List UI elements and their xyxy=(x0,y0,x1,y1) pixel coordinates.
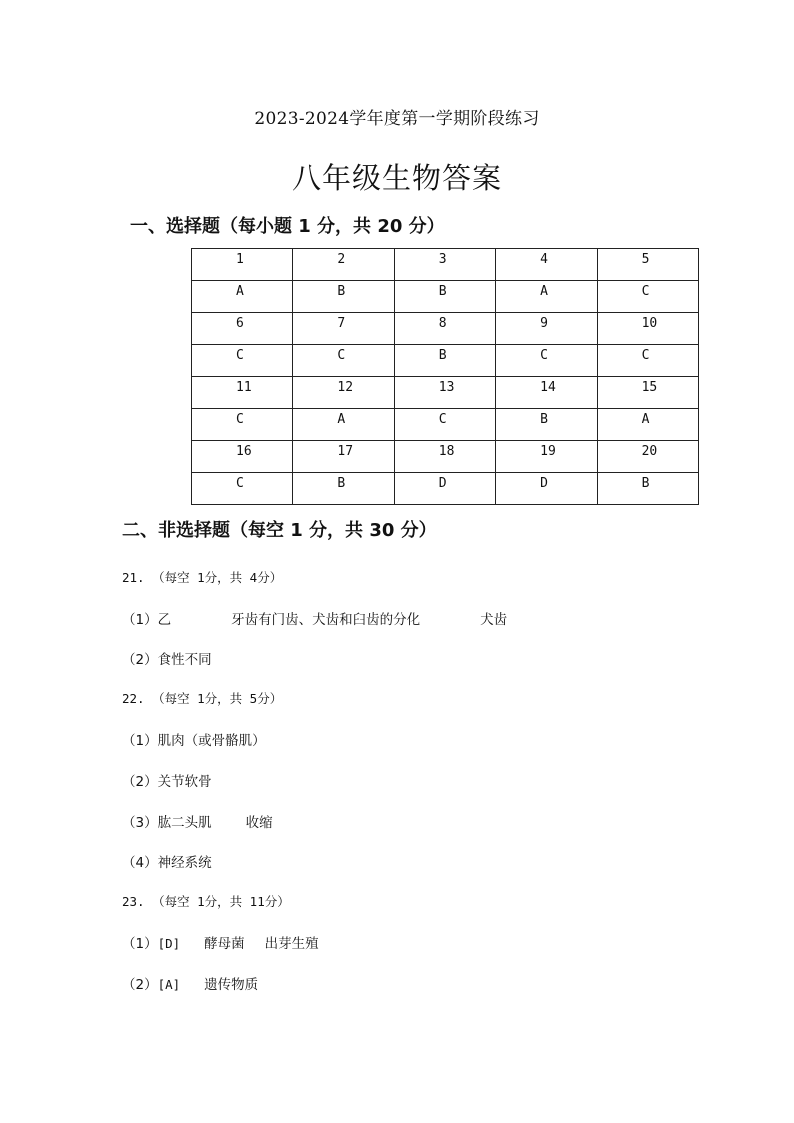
answer-table-cell xyxy=(394,249,495,281)
answer-table-cell xyxy=(192,441,293,473)
answer-letter: C xyxy=(641,348,650,363)
q22-part-1-number: （1） xyxy=(122,733,158,749)
answer-table-cell xyxy=(597,249,698,281)
question-number: 11 xyxy=(236,380,252,395)
answer-table-row xyxy=(192,313,699,345)
answer-table-cell xyxy=(394,473,495,505)
q22-part-4-number: （4） xyxy=(122,855,158,871)
answer-table-cell xyxy=(293,377,394,409)
question-number: 19 xyxy=(540,444,556,459)
answer-table-cell xyxy=(394,345,495,377)
answer-letter: D xyxy=(438,476,447,491)
q21-part-2-number: （2） xyxy=(122,652,158,668)
q23-header xyxy=(122,892,290,910)
q23-part-1-number: （1） xyxy=(122,936,158,952)
question-number: 14 xyxy=(540,380,556,395)
q22-header xyxy=(122,689,282,707)
answer-table-cell xyxy=(192,313,293,345)
answer-table-cell xyxy=(394,313,495,345)
answer-table-cell xyxy=(293,473,394,505)
answer-letter: B xyxy=(438,284,447,299)
q21-part-1-answer-b: 牙齿有门齿、犬齿和臼齿的分化 xyxy=(231,612,421,628)
answer-table-cell xyxy=(192,409,293,441)
q23-part-1-answer-a: [D] xyxy=(157,936,181,951)
document-subtitle: 八年级生物答案 xyxy=(291,161,502,195)
answer-letter: A xyxy=(641,412,650,427)
q21-part-1 xyxy=(122,608,507,628)
answer-table-cell xyxy=(192,473,293,505)
question-number: 16 xyxy=(236,444,252,459)
question-number: 10 xyxy=(641,316,658,331)
q22-part-2-number: （2） xyxy=(122,774,158,790)
q22-part-3-number: （3） xyxy=(122,815,158,831)
answer-table-row xyxy=(192,409,699,441)
q22-part-4 xyxy=(122,851,212,871)
q22-part-1-answer-a: 肌肉（或骨骼肌） xyxy=(157,733,266,749)
answer-table-cell xyxy=(496,409,597,441)
answer-table-row xyxy=(192,441,699,473)
answer-table-row xyxy=(192,345,699,377)
question-number: 9 xyxy=(540,316,548,331)
q22-part-1 xyxy=(122,729,266,749)
answer-table-cell xyxy=(597,345,698,377)
answer-letter: B xyxy=(438,348,447,363)
answer-letter: C xyxy=(540,348,548,363)
answer-letter: C xyxy=(236,348,244,363)
q22-part-3-answer-a: 肱二头肌 xyxy=(157,815,212,831)
answer-table-cell xyxy=(394,281,495,313)
answer-table-cell xyxy=(496,313,597,345)
answer-letter: C xyxy=(236,476,244,491)
q22-part-4-answer-a: 神经系统 xyxy=(157,855,212,871)
q21-part-1-number: （1） xyxy=(122,612,158,628)
section-1-heading: 一、选择题（每小题 1 分，共 20 分） xyxy=(130,216,445,237)
document-title: 2023-2024学年度第一学期阶段练习 xyxy=(254,109,540,129)
answer-table-row xyxy=(192,377,699,409)
answer-table-cell xyxy=(293,281,394,313)
answer-table-cell xyxy=(293,409,394,441)
q21-part-1-answer-a: 乙 xyxy=(157,612,172,628)
question-number: 12 xyxy=(337,380,354,395)
answer-table-cell xyxy=(496,473,597,505)
answer-table-cell xyxy=(293,441,394,473)
q23-part-2-answer-b: 遗传物质 xyxy=(204,977,259,993)
answer-table-row xyxy=(192,249,699,281)
answer-table-cell xyxy=(192,345,293,377)
q23-header-text: 23. （每空 1分，共 11分） xyxy=(122,894,290,909)
question-number: 17 xyxy=(337,444,354,459)
question-number: 1 xyxy=(236,252,244,267)
answer-table-cell xyxy=(192,281,293,313)
question-number: 6 xyxy=(236,316,244,331)
q22-part-2-answer-a: 关节软骨 xyxy=(157,774,212,790)
answer-letter: A xyxy=(540,284,548,299)
question-number: 5 xyxy=(641,252,650,267)
q22-header-text: 22. （每空 1分，共 5分） xyxy=(122,691,283,706)
q22-part-2 xyxy=(122,770,212,790)
answer-letter: C xyxy=(236,412,244,427)
question-number: 7 xyxy=(337,316,346,331)
answer-letter: B xyxy=(540,412,548,427)
answer-table-cell xyxy=(496,249,597,281)
q23-part-1-answer-b: 酵母菌 xyxy=(204,936,245,952)
answer-table-cell xyxy=(496,441,597,473)
answer-letter: B xyxy=(337,284,346,299)
question-number: 18 xyxy=(438,444,455,459)
q21-header xyxy=(122,568,282,586)
answer-table-row xyxy=(192,281,699,313)
answer-table-cell xyxy=(597,473,698,505)
q21-part-1-answer-c: 犬齿 xyxy=(480,612,508,628)
answer-table-cell xyxy=(394,377,495,409)
answer-letter: C xyxy=(337,348,346,363)
answer-letter: D xyxy=(540,476,548,491)
answer-table-cell xyxy=(293,345,394,377)
q22-part-3 xyxy=(122,811,273,831)
answer-table-cell xyxy=(597,377,698,409)
answer-table-cell xyxy=(192,377,293,409)
question-number: 20 xyxy=(641,444,658,459)
answer-table-cell xyxy=(394,441,495,473)
answer-table-cell xyxy=(192,249,293,281)
answer-table-cell xyxy=(597,409,698,441)
q23-part-2-number: （2） xyxy=(122,977,158,993)
answer-table-cell xyxy=(496,377,597,409)
q21-header-text: 21. （每空 1分，共 4分） xyxy=(122,570,283,585)
answer-table-cell xyxy=(597,441,698,473)
q23-part-1-answer-c: 出芽生殖 xyxy=(264,936,319,952)
answer-letter: B xyxy=(641,476,650,491)
answer-table-cell xyxy=(597,281,698,313)
answer-letter: C xyxy=(438,412,447,427)
answer-table xyxy=(191,248,699,505)
answer-table-cell xyxy=(293,249,394,281)
answer-table-cell xyxy=(394,409,495,441)
q23-part-2 xyxy=(122,973,258,993)
q22-part-3-answer-b: 收缩 xyxy=(245,815,273,831)
answer-table-cell xyxy=(496,345,597,377)
section-2-heading: 二、非选择题（每空 1 分，共 30 分） xyxy=(122,520,437,541)
question-number: 2 xyxy=(337,252,346,267)
question-number: 8 xyxy=(438,316,447,331)
answer-table-cell xyxy=(496,281,597,313)
answer-letter: C xyxy=(641,284,650,299)
question-number: 15 xyxy=(641,380,658,395)
q23-part-2-answer-a: [A] xyxy=(157,977,181,992)
q21-part-2-answer-a: 食性不同 xyxy=(157,652,212,668)
answer-table-cell xyxy=(597,313,698,345)
q21-part-2 xyxy=(122,648,212,668)
question-number: 3 xyxy=(438,252,447,267)
answer-letter: B xyxy=(337,476,346,491)
answer-table-cell xyxy=(293,313,394,345)
question-number: 4 xyxy=(540,252,548,267)
q23-part-1 xyxy=(122,932,319,952)
answer-table-row xyxy=(192,473,699,505)
answer-letter: A xyxy=(337,412,346,427)
question-number: 13 xyxy=(438,380,455,395)
answer-letter: A xyxy=(236,284,244,299)
